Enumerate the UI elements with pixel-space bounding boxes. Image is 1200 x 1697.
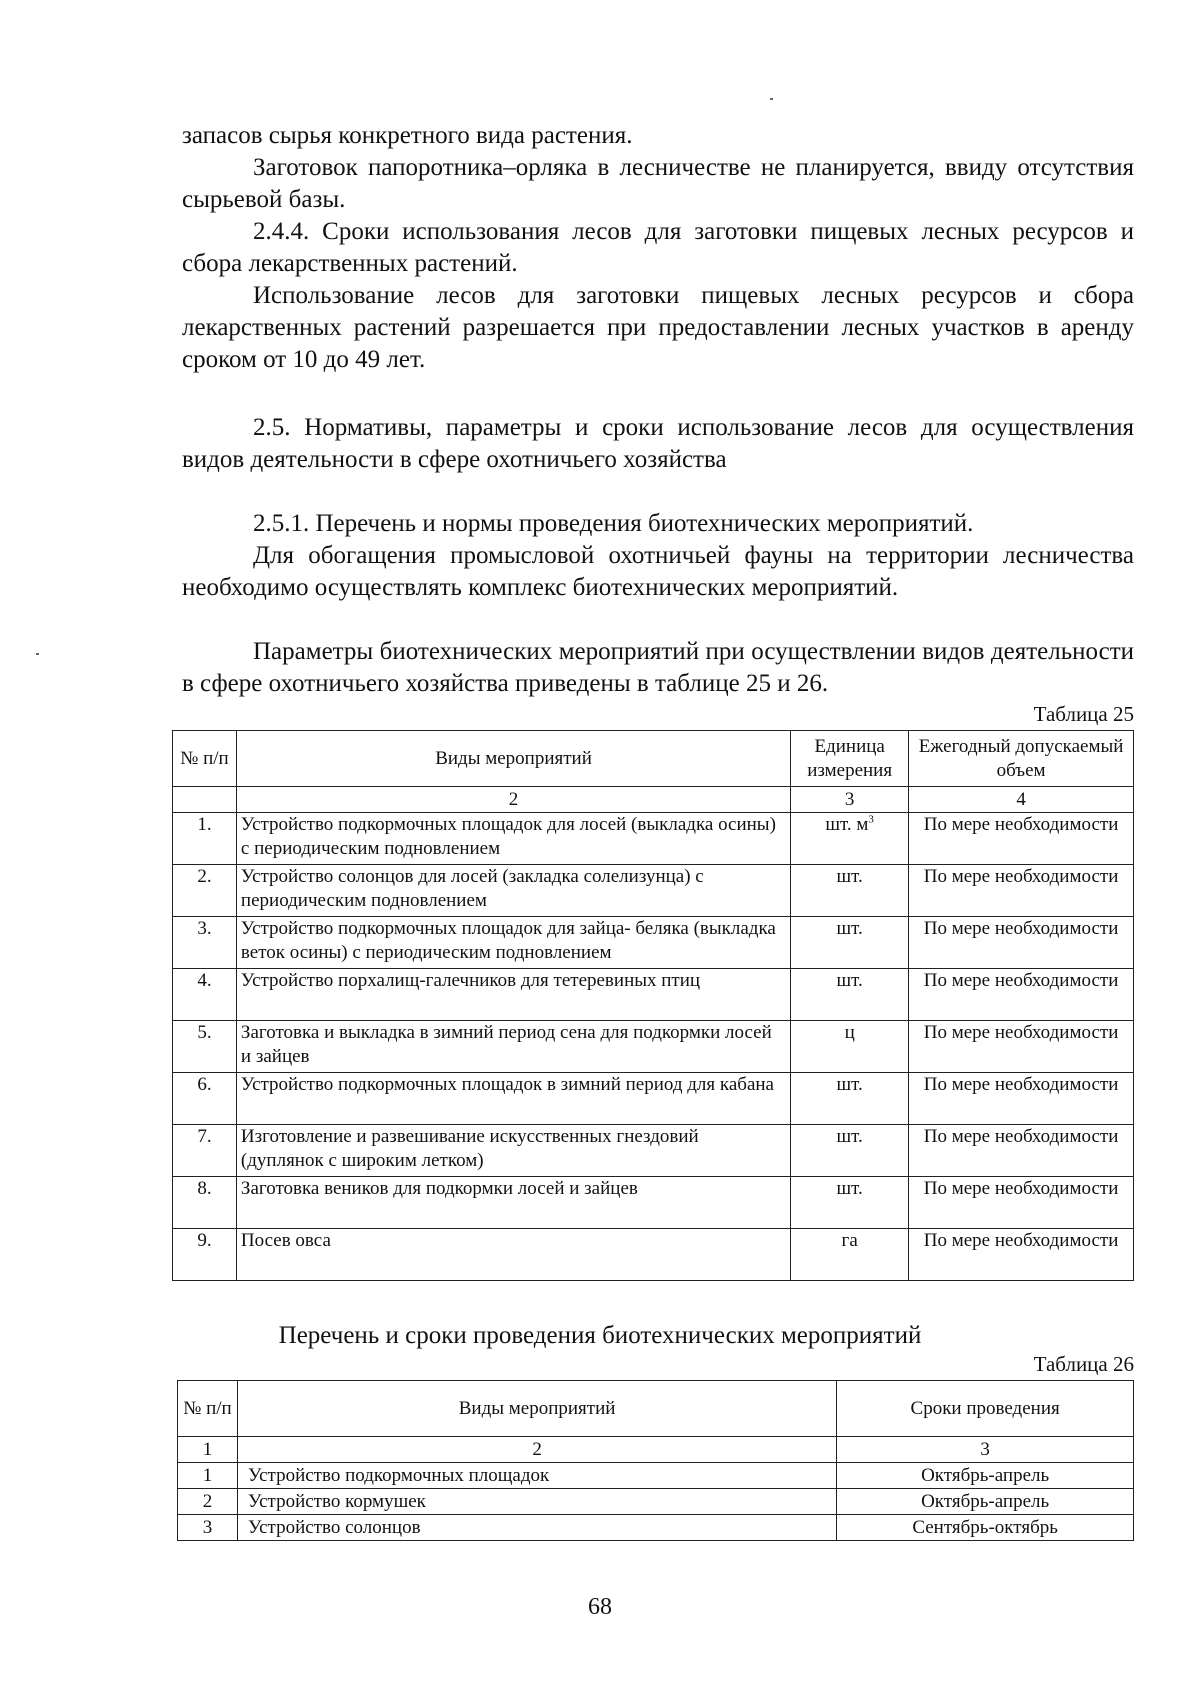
row-unit [791,813,909,865]
row-volume: По мере необходимости [909,865,1134,917]
row-volume: По мере необходимости [909,1021,1134,1073]
row-activity: Устройство порхалищ-галечников для тетеревиных птиц [236,969,790,1021]
section-heading-2-5: 2.5. Нормативы, параметры и сроки использование лесов для осуществления видов деятельности в сфере охотничьего хозяйства [182,414,1134,473]
table25-header-row [173,731,1134,787]
row-activity: Устройство подкормочных площадок для зайца- беляка (выкладка веток осины) с периодическим подновлением [236,917,790,969]
row-volume: По мере необходимости [909,917,1134,969]
row-activity: Заготовка и выкладка в зимний период сена для подкормки лосей и зайцев [236,1021,790,1073]
table26-caption: Таблица 26 [1033,1352,1134,1376]
row-num: 3. [173,917,237,969]
row-activity: Устройство кормушек [237,1489,836,1515]
row-activity: Посев овса [236,1229,790,1281]
row-unit: шт. [791,1125,909,1177]
table25-header-num: № п/п [173,731,237,787]
table-row [178,1489,1134,1515]
row-unit: шт. [791,917,909,969]
table-row [178,1515,1134,1541]
table25-caption: Таблица 25 [1033,702,1134,726]
table-row [178,1463,1134,1489]
row-volume: По мере необходимости [909,969,1134,1021]
row-num: 2 [178,1489,238,1515]
table25-header-activity: Виды мероприятий [236,731,790,787]
row-num: 1. [173,813,237,865]
table26-colnum: 3 [837,1437,1134,1463]
row-unit: шт. [791,1073,909,1125]
row-volume: По мере необходимости [909,1125,1134,1177]
table26-header-period: Сроки проведения [837,1381,1134,1437]
row-volume: По мере необходимости [909,1229,1134,1281]
row-num: 2. [173,865,237,917]
table-row [173,1073,1134,1125]
row-num: 8. [173,1177,237,1229]
section-heading-2-5-1: 2.5.1. Перечень и нормы проведения биотехнических мероприятий. [253,510,974,537]
page-number: 68 [588,1594,612,1620]
table25-colnum: 2 [236,787,790,813]
table26-header-activity: Виды мероприятий [237,1381,836,1437]
row-unit-text: шт. м [825,814,869,835]
row-activity: Устройство подкормочных площадок для лосей (выкладка осины) с периодическим подновлением [236,813,790,865]
table26-colnum: 2 [237,1437,836,1463]
row-volume: По мере необходимости [909,813,1134,865]
row-activity: Устройство подкормочных площадок в зимний период для кабана [236,1073,790,1125]
row-num: 4. [173,969,237,1021]
row-period: Октябрь-апрель [837,1489,1134,1515]
row-num: 7. [173,1125,237,1177]
row-volume: По мере необходимости [909,1177,1134,1229]
table-25 [172,730,1134,1281]
table26-header-row [178,1381,1134,1437]
section-heading-2-4-4: 2.4.4. Сроки использования лесов для заготовки пищевых лесных ресурсов и сбора лекарственных растений. [182,218,1134,277]
row-period: Октябрь-апрель [837,1463,1134,1489]
table26-colnum: 1 [178,1437,238,1463]
table25-colnum [173,787,237,813]
row-activity: Изготовление и развешивание искусственных гнездовий (дуплянок с широким летком) [236,1125,790,1177]
paragraph-bracken: Заготовок папоротника–орляка в лесничестве не планируется, ввиду отсутствия сырьевой базы. [182,154,1134,213]
row-unit: шт. [791,969,909,1021]
row-activity: Заготовка веников для подкормки лосей и зайцев [236,1177,790,1229]
table-row [173,917,1134,969]
table25-colnum: 4 [909,787,1134,813]
table-row [173,1177,1134,1229]
table25-header-unit: Единица измерения [791,731,909,787]
row-period: Сентябрь-октябрь [837,1515,1134,1541]
row-num: 9. [173,1229,237,1281]
row-num: 3 [178,1515,238,1541]
row-volume: По мере необходимости [909,1073,1134,1125]
paragraph-forest-use: Использование лесов для заготовки пищевых лесных ресурсов и сбора лекарственных растений разрешается при предоставлении лесных участков в аренду сроком от 10 до 49 лет. [182,282,1134,373]
table-26 [177,1380,1134,1541]
scan-speck [36,653,39,655]
paragraph-fauna: Для обогащения промысловой охотничьей фауны на территории лесничества необходимо осуществлять комплекс биотехнических мероприятий. [182,542,1134,601]
row-activity: Устройство солонцов для лосей (закладка солелизунца) с периодическим подновлением [236,865,790,917]
paragraph-parameters: Параметры биотехнических мероприятий при осуществлении видов деятельности в сфере охотничьего хозяйства приведены в таблице 25 и 26. [182,638,1134,697]
scan-speck [770,98,773,100]
row-unit: шт. [791,865,909,917]
table25-colnum-row [173,787,1134,813]
table26-colnum-row [178,1437,1134,1463]
row-num: 1 [178,1463,238,1489]
row-unit: ц [791,1021,909,1073]
table25-header-volume: Ежегодный допускаемый объем [909,731,1134,787]
table26-title: Перечень и сроки проведения биотехнических мероприятий [278,1322,922,1349]
table-row [173,969,1134,1021]
row-unit: шт. [791,1177,909,1229]
row-num: 5. [173,1021,237,1073]
row-unit-superscript: 3 [868,813,874,826]
paragraph-raw-material: запасов сырья конкретного вида растения. [182,122,633,149]
table26-header-num: № п/п [178,1381,238,1437]
row-activity: Устройство солонцов [237,1515,836,1541]
table-row [173,1229,1134,1281]
row-activity: Устройство подкормочных площадок [237,1463,836,1489]
table25-colnum: 3 [791,787,909,813]
table-row [173,1021,1134,1073]
row-num: 6. [173,1073,237,1125]
table-row [173,865,1134,917]
table-row [173,813,1134,865]
row-unit: га [791,1229,909,1281]
table-row [173,1125,1134,1177]
